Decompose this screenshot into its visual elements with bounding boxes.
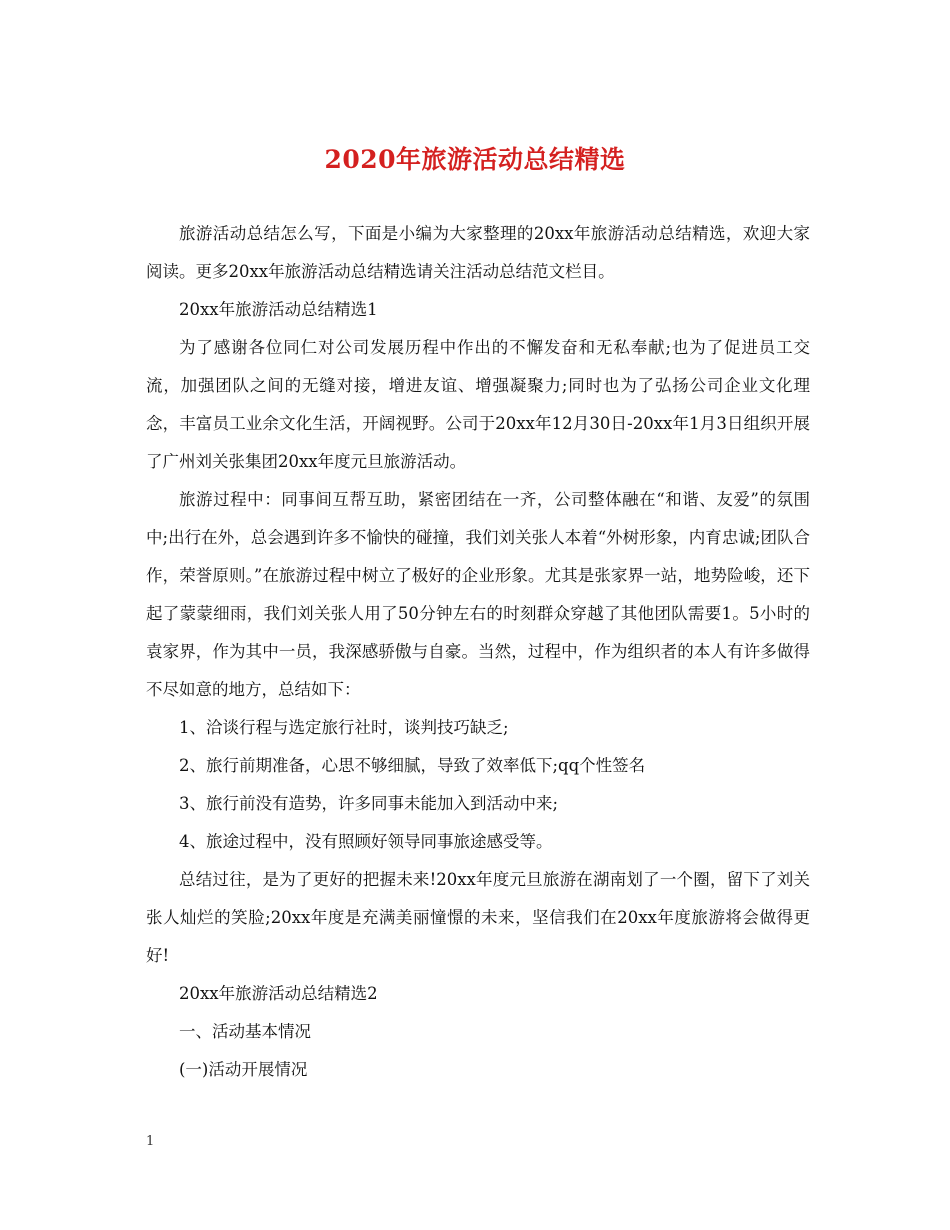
paragraph-intro: 旅游活动总结怎么写，下面是小编为大家整理的20xx年旅游活动总结精选，欢迎大家阅读。更多20xx年旅游活动总结精选请关注活动总结范文栏目。: [146, 224, 810, 281]
list-item-2: 2、旅行前期准备，心思不够细腻，导致了效率低下;qq个性签名: [179, 756, 646, 775]
paragraph-purpose: 为了感谢各位同仁对公司发展历程中作出的不懈发奋和无私奉献;也为了促进员工交流，加强团队之间的无缝对接，增进友谊、增强凝聚力;同时也为了弘扬公司企业文化理念，丰富员工业余文化生活，开阔视野。公司于20xx年12月30日-20xx年1月3日组织开展了广州刘关张集团20xx年度元旦旅游活动。: [146, 338, 810, 471]
paragraph-process: 旅游过程中：同事间互帮互助，紧密团结在一齐，公司整体融在“和谐、友爱”的氛围中;出行在外，总会遇到许多不愉快的碰撞，我们刘关张人本着“外树形象，内育忠诚;团队合作，荣誉原则。”在旅游过程中树立了极好的企业形象。尤其是张家界一站，地势险峻，还下起了蒙蒙细雨，我们刘关张人用了50分钟左右的时刻群众穿越了其他团队需要1。5小时的袁家界，作为其中一员，我深感骄傲与自豪。当然，过程中，作为组织者的本人有许多做得不尽如意的地方，总结如下：: [146, 490, 810, 699]
list-item-3: 3、旅行前没有造势，许多同事未能加入到活动中来;: [179, 794, 559, 813]
section-heading-1: 20xx年旅游活动总结精选1: [179, 300, 378, 319]
paragraph-conclusion: 总结过往，是为了更好的把握未来!20xx年度元旦旅游在湖南划了一个圈，留下了刘关张人灿烂的笑脸;20xx年度是充满美丽憧憬的未来，坚信我们在20xx年度旅游将会做得更好!: [146, 870, 810, 965]
subsection-heading-1-1: (一)活动开展情况: [179, 1060, 308, 1079]
page-number: 1: [146, 1134, 155, 1149]
subsection-heading-1: 一、活动基本情况: [179, 1022, 311, 1041]
document-title: 2020年旅游活动总结精选: [324, 145, 626, 174]
section-heading-2: 20xx年旅游活动总结精选2: [179, 984, 378, 1003]
document-body: [146, 215, 810, 1089]
list-item-4: 4、旅途过程中，没有照顾好领导同事旅途感受等。: [179, 832, 553, 851]
list-item-1: 1、洽谈行程与选定旅行社时，谈判技巧缺乏;: [179, 718, 509, 737]
